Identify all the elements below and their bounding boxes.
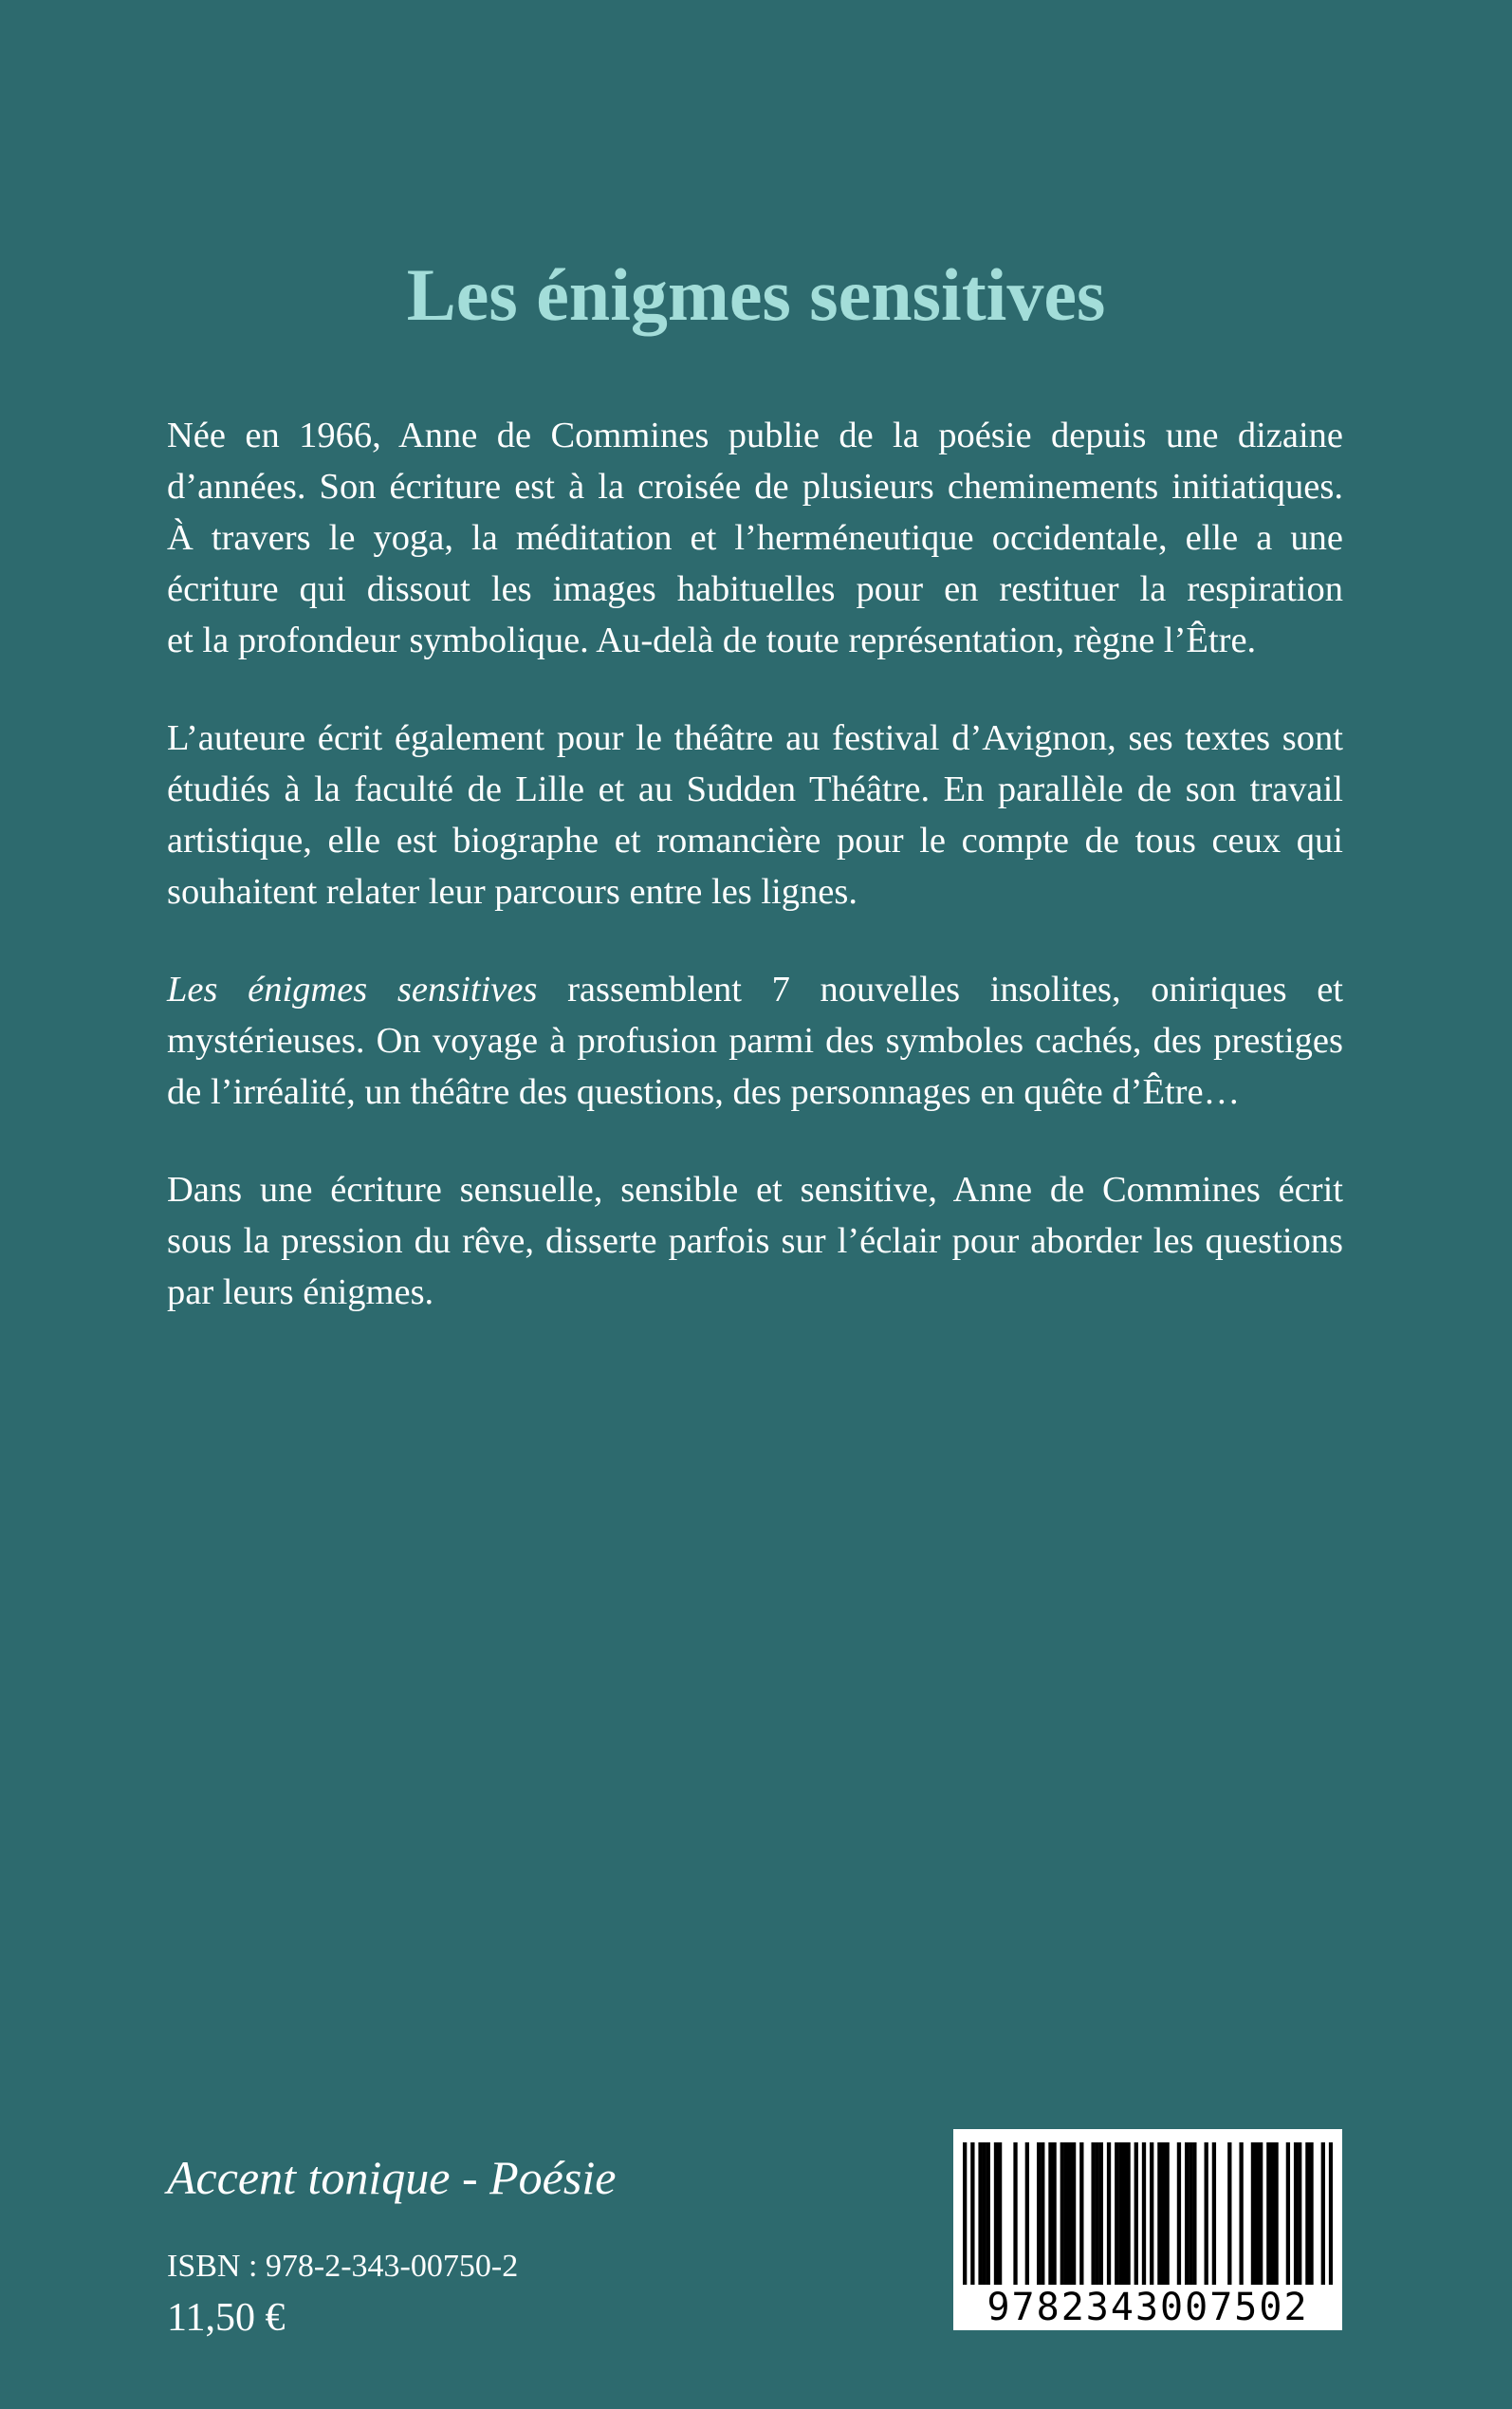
barcode-bar — [1192, 2142, 1196, 2285]
barcode-bar — [1060, 2142, 1064, 2285]
barcode-bar — [1259, 2142, 1263, 2285]
barcode-bar — [1212, 2142, 1216, 2285]
text-line: Dans une écriture sensuelle, sensible et sensitive, Anne de Commines écrit — [167, 1170, 1343, 1210]
barcode-bar — [1096, 2142, 1099, 2285]
barcode-bar — [1185, 2142, 1189, 2285]
barcode-bar — [1305, 2142, 1309, 2285]
barcode-bar — [1118, 2142, 1122, 2285]
barcode-bar — [1274, 2142, 1278, 2285]
text-line: L’auteure écrit également pour le théâtre au festival d’Avignon, ses textes sont — [167, 718, 1343, 758]
barcode-bars-icon — [963, 2142, 1333, 2285]
barcode-bar — [986, 2142, 990, 2285]
barcode-bar — [1309, 2142, 1313, 2285]
text-line: de l’irréalité, un théâtre des questions, des personnages en quête d’Être… — [167, 1072, 1241, 1112]
text-line: d’années. Son écriture est à la croisée de plusieurs cheminements initiatiques. — [167, 467, 1343, 507]
barcode-bar — [1205, 2142, 1208, 2285]
paragraph-author-bio — [167, 410, 1343, 666]
barcode-bar — [963, 2142, 967, 2285]
barcode-bar — [1099, 2142, 1103, 2285]
paragraph-writing-style — [167, 1164, 1343, 1318]
barcode-bar — [1091, 2142, 1095, 2285]
barcode-bar — [998, 2142, 1002, 2285]
barcode-bar — [1126, 2142, 1130, 2285]
barcode-bar — [994, 2142, 998, 2285]
barcode-bar — [1048, 2142, 1052, 2285]
paragraph-author-work — [167, 713, 1343, 917]
text-line: À travers le yoga, la méditation et l’herméneutique occidentale, elle a une — [167, 518, 1343, 558]
barcode-bar — [1079, 2142, 1083, 2285]
barcode-bar — [1270, 2142, 1274, 2285]
barcode-bar — [1177, 2142, 1181, 2285]
barcode-bar — [1165, 2142, 1169, 2285]
text-line: étudiés à la faculté de Lille et au Sudden Théâtre. En parallèle de son travail — [167, 769, 1343, 809]
isbn: ISBN : 978-2-343-00750-2 — [167, 2249, 519, 2284]
barcode-bar — [1294, 2142, 1298, 2285]
barcode-bar — [1134, 2142, 1138, 2285]
barcode-bar — [1227, 2142, 1231, 2285]
collection-name: Accent tonique - Poésie — [167, 2151, 617, 2204]
barcode-bar — [1189, 2142, 1192, 2285]
barcode-digits: 9782343007502 — [986, 2286, 1309, 2329]
back-cover-text — [167, 410, 1343, 1318]
text-line: par leurs énigmes. — [167, 1272, 434, 1312]
barcode-bar — [1013, 2142, 1017, 2285]
barcode-bar — [1329, 2142, 1333, 2285]
barcode-bar — [1115, 2142, 1118, 2285]
text-line: écriture qui dissout les images habituelles pour en restituer la respiration — [167, 569, 1343, 609]
text-line: souhaitent relater leur parcours entre les lignes. — [167, 872, 858, 912]
barcode-bar — [1122, 2142, 1126, 2285]
barcode-bar — [1298, 2142, 1301, 2285]
barcode-bar — [1025, 2142, 1029, 2285]
barcode-bar — [1157, 2142, 1161, 2285]
barcode-bar — [1072, 2142, 1076, 2285]
text-line: sous la pression du rêve, disserte parfois sur l’éclair pour aborder les questions — [167, 1221, 1343, 1261]
barcode-bar — [1266, 2142, 1270, 2285]
barcode-bar — [970, 2142, 974, 2285]
barcode-bar — [1142, 2142, 1146, 2285]
barcode-bar — [1239, 2142, 1243, 2285]
barcode-bar — [1052, 2142, 1056, 2285]
book-title: Les énigmes sensitives — [406, 253, 1106, 336]
barcode-bar — [1321, 2142, 1325, 2285]
text-line — [167, 964, 1343, 1015]
barcode-bar — [1041, 2142, 1044, 2285]
barcode-bar — [978, 2142, 982, 2285]
text-fragment: rassemblent 7 nouvelles insolites, oniriques et — [537, 970, 1343, 1010]
paragraph-book-summary — [167, 964, 1343, 1118]
barcode-bar — [1251, 2142, 1255, 2285]
barcode-bar — [1068, 2142, 1072, 2285]
barcode-bar — [1255, 2142, 1259, 2285]
barcode — [953, 2129, 1342, 2330]
price: 11,50 € — [167, 2296, 286, 2340]
text-line: mystérieuses. On voyage à profusion parmi des symboles cachés, des prestiges — [167, 1021, 1343, 1061]
book-title-italic: Les énigmes sensitives — [167, 970, 538, 1010]
barcode-bar — [1161, 2142, 1165, 2285]
barcode-bar — [1064, 2142, 1068, 2285]
barcode-bar — [1150, 2142, 1153, 2285]
barcode-bar — [983, 2142, 986, 2285]
barcode-bar — [1037, 2142, 1041, 2285]
barcode-bar — [1286, 2142, 1290, 2285]
text-line: et la profondeur symbolique. Au-delà de toute représentation, règne l’Être. — [167, 621, 1257, 660]
text-line: Née en 1966, Anne de Commines publie de la poésie depuis une dizaine — [167, 416, 1343, 455]
barcode-bar — [1107, 2142, 1111, 2285]
text-line: artistique, elle est biographe et romancière pour le compte de tous ceux qui — [167, 821, 1343, 861]
